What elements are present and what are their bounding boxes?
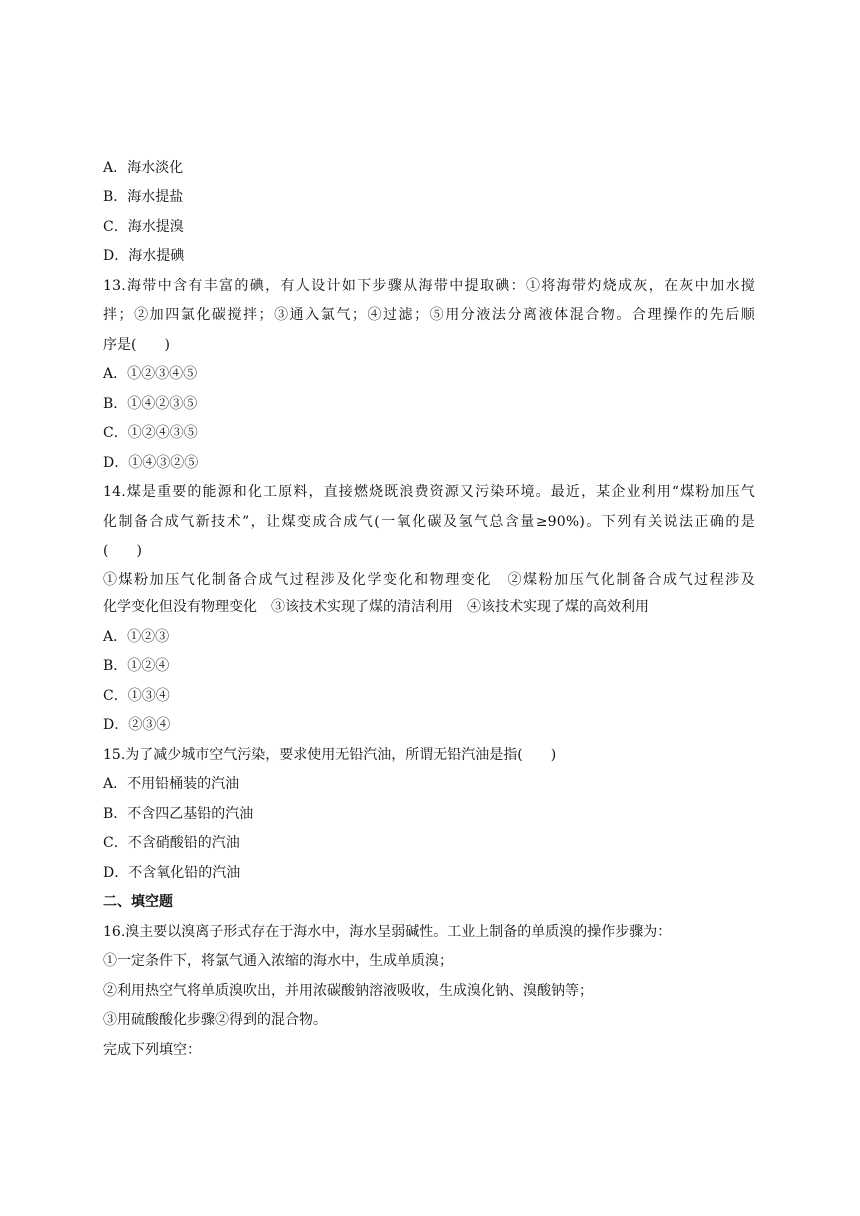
q14-option-d: D．②③④ (103, 717, 171, 733)
q13-option-b: B．①④②③⑤ (103, 396, 198, 412)
q13-option-c: C．①②④③⑤ (103, 425, 198, 441)
section-title-fill-in: 二、填空题 (103, 894, 173, 910)
q13-option-d: D．①④③②⑤ (103, 455, 199, 471)
q16-stem: 16.溴主要以溴离子形式存在于海水中，海水呈弱碱性。工业上制备的单质溴的操作步骤为： (103, 924, 672, 940)
q12-option-c: C．海水提溴 (103, 219, 184, 235)
q15-stem: 15.为了减少城市空气污染，要求使用无铅汽油，所谓无铅汽油是指( ) (103, 747, 557, 763)
q14-stem-line-3: ( ) (103, 543, 142, 559)
q15-option-d: D．不含氧化铅的汽油 (103, 865, 241, 881)
q13-stem-line-2: 拌；②加四氯化碳搅拌；③通入氯气；④过滤；⑤用分液法分离液体混合物。合理操作的先后顺 (103, 307, 755, 323)
q14-stem-line-5: 化学变化但没有物理变化 ③该技术实现了煤的清洁利用 ④该技术实现了煤的高效利用 (103, 599, 649, 615)
q14-option-c: C．①③④ (103, 688, 170, 704)
q16-step-2: ②利用热空气将单质溴吹出，并用浓碳酸钠溶液吸收，生成溴化钠、溴酸钠等； (103, 983, 593, 999)
q16-step-1: ①一定条件下，将氯气通入浓缩的海水中，生成单质溴； (103, 953, 453, 969)
q12-option-b: B．海水提盐 (103, 189, 184, 205)
q12-option-d: D．海水提碘 (103, 248, 185, 264)
q15-option-b: B．不含四乙基铅的汽油 (103, 806, 254, 822)
q14-stem-line-4: ①煤粉加压气化制备合成气过程涉及化学变化和物理变化 ②煤粉加压气化制备合成气过程涉及 (103, 572, 755, 588)
q16-step-3: ③用硫酸酸化步骤②得到的混合物。 (103, 1012, 327, 1028)
q14-stem-line-2: 化制备合成气新技术”，让煤变成合成气(一氧化碳及氢气总含量≥90%)。下列有关说法正确的是 (103, 514, 755, 530)
q16-instruction: 完成下列填空： (103, 1042, 201, 1058)
q14-option-b: B．①②④ (103, 658, 170, 674)
q12-option-a: A．海水淡化 (103, 160, 184, 176)
q13-stem-line-1: 13.海带中含有丰富的碘，有人设计如下步骤从海带中提取碘：①将海带灼烧成灰，在灰中加水搅 (103, 278, 755, 294)
q15-option-a: A．不用铅桶装的汽油 (103, 776, 240, 792)
q14-stem-line-1: 14.煤是重要的能源和化工原料，直接燃烧既浪费资源又污染环境。最近，某企业利用“煤粉加压气 (103, 484, 755, 500)
q14-option-a: A．①②③ (103, 629, 170, 645)
q13-option-a: A．①②③④⑤ (103, 366, 198, 382)
q13-stem-line-3: 序是( ) (103, 337, 170, 353)
q15-option-c: C．不含硝酸铅的汽油 (103, 835, 240, 851)
